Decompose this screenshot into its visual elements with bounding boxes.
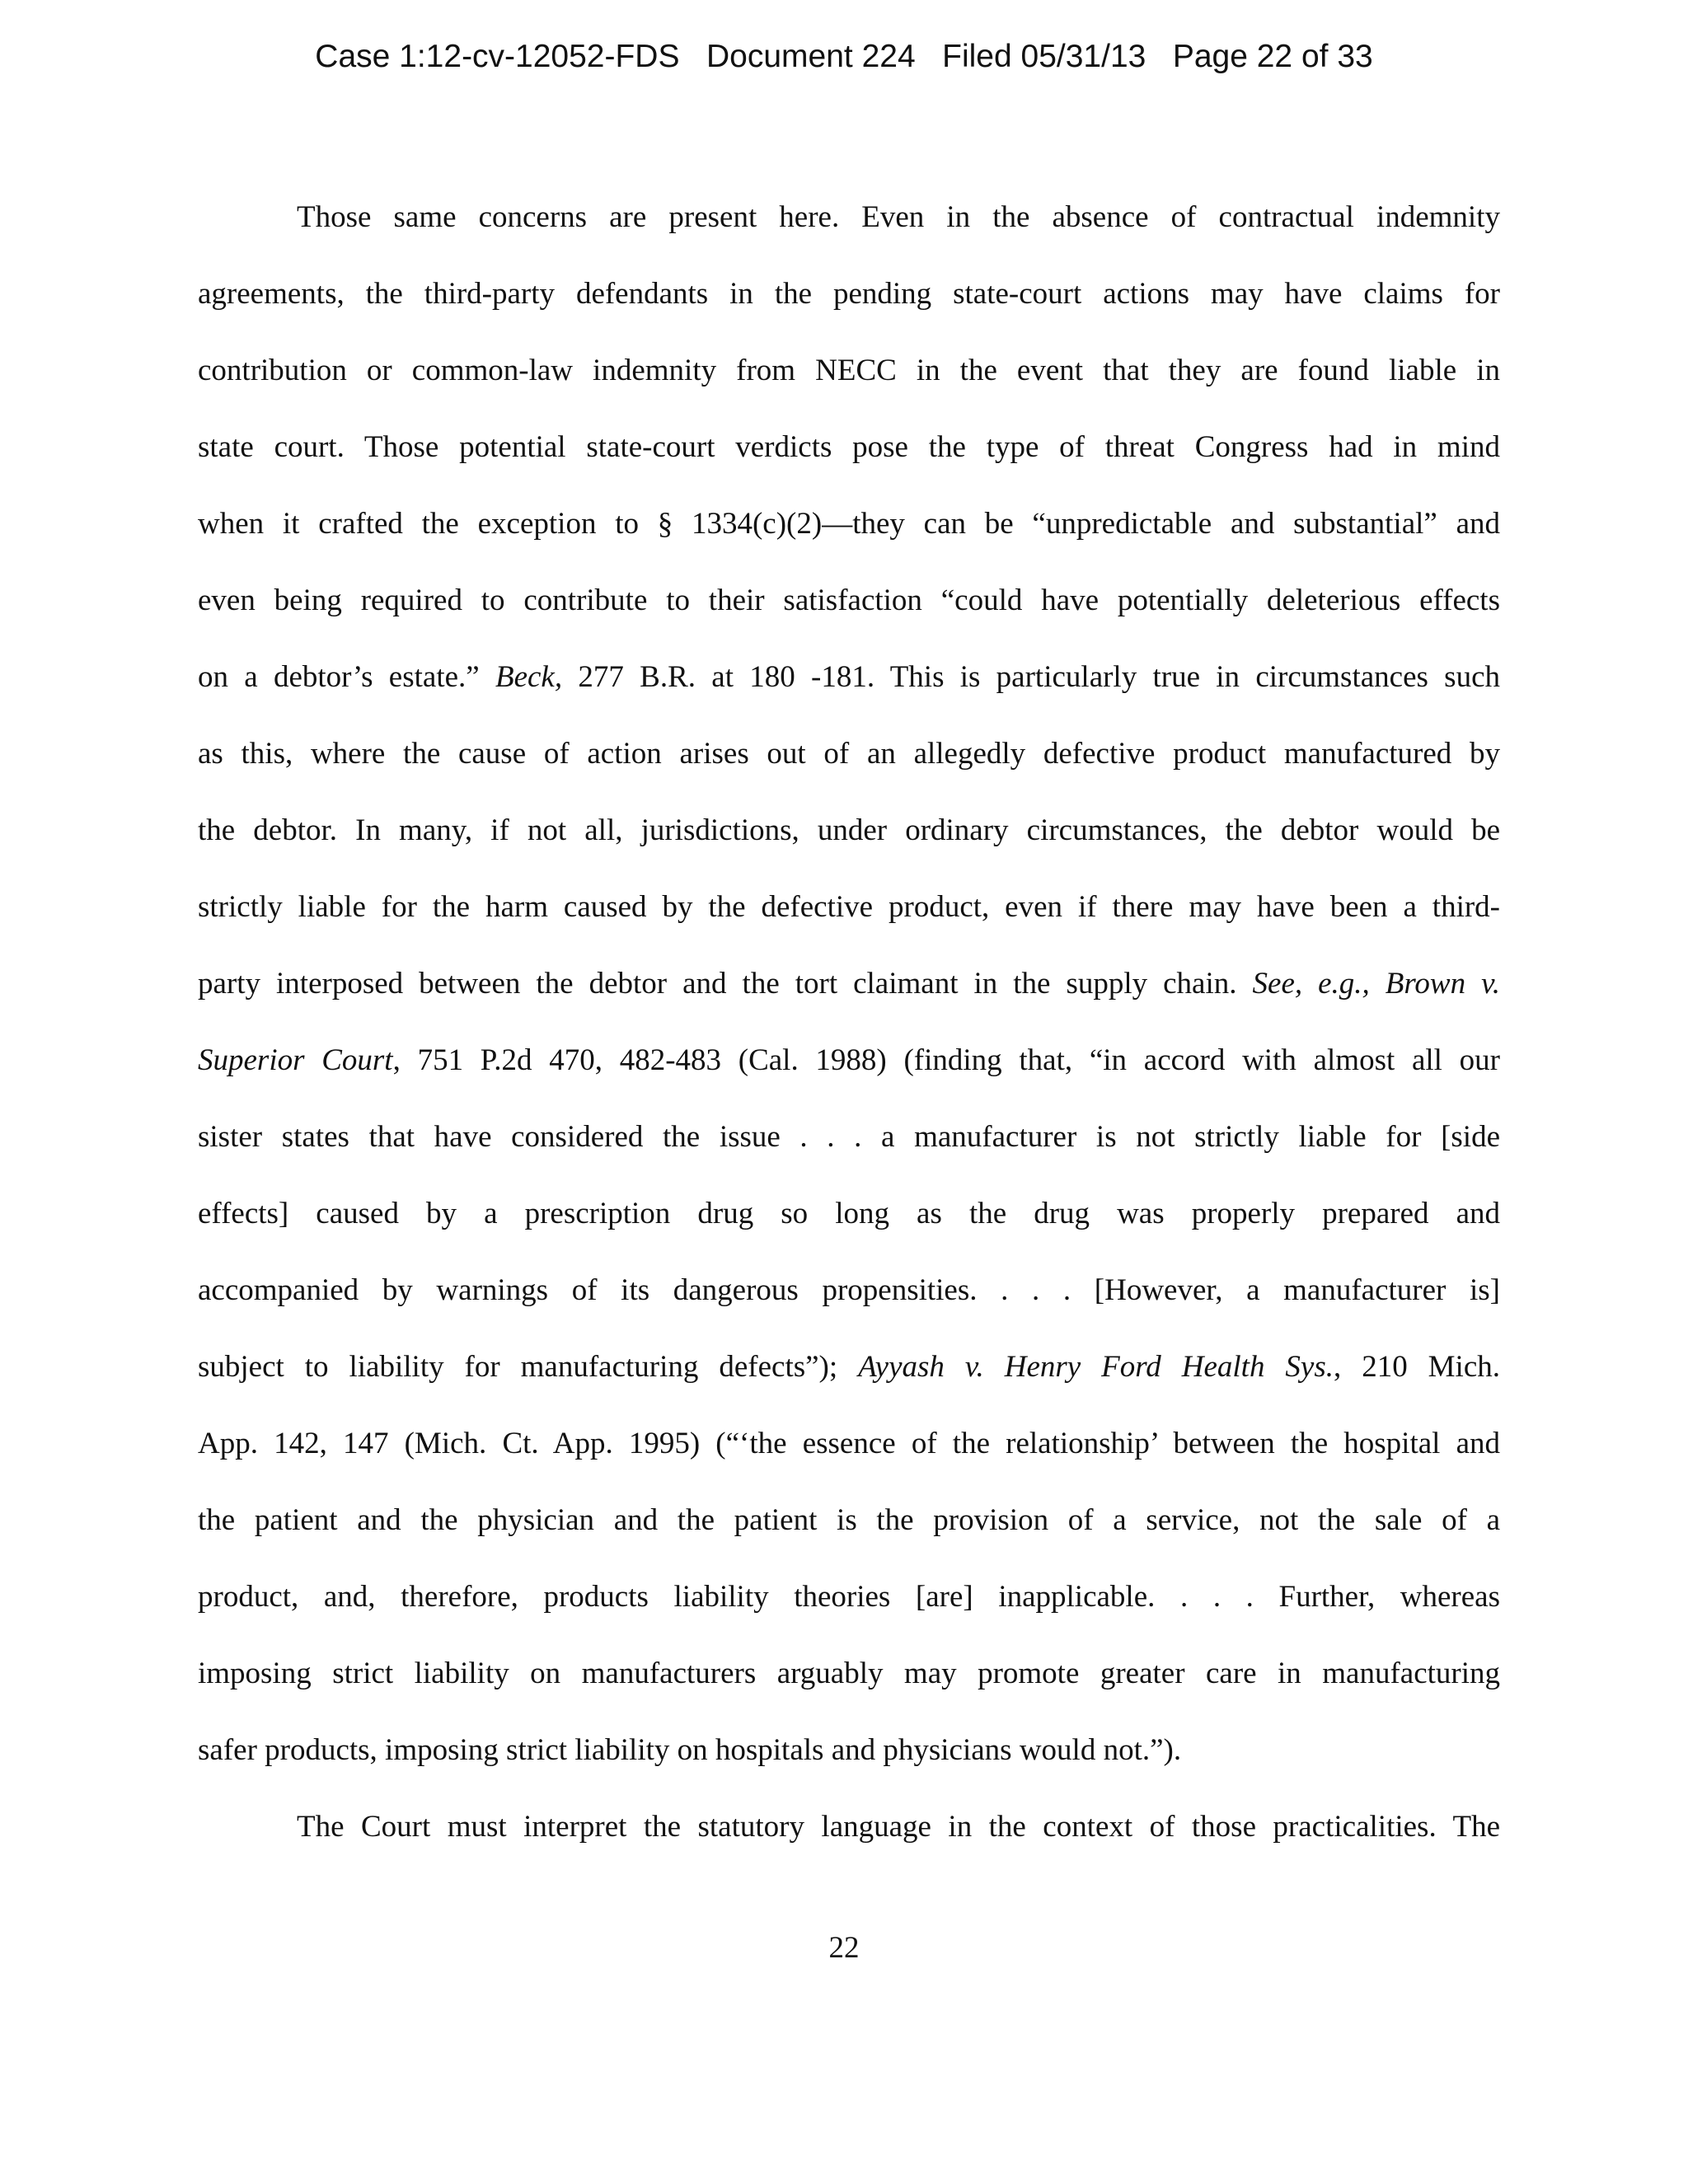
- text-segment: The Court must interpret the statutory language in the context of those practicalities. The: [297, 1810, 1500, 1844]
- text-line: [198, 344, 1500, 421]
- text-segment: subject to liability for manufacturing defects”);: [198, 1350, 859, 1384]
- text-line: [198, 1341, 1500, 1418]
- text-segment: , 210 Mich.: [1333, 1350, 1500, 1384]
- text-line: [198, 1801, 1500, 1877]
- italic-citation: Beck,: [495, 660, 563, 694]
- text-segment: App. 142, 147 (Mich. Ct. App. 1995) (“‘the essence of the relationship’ between the hospital and: [198, 1427, 1500, 1460]
- text-line: [198, 1264, 1500, 1341]
- text-segment: strictly liable for the harm caused by the defective product, even if there may have been a third-: [198, 890, 1500, 924]
- italic-citation: Superior Court: [198, 1043, 393, 1077]
- text-line: [198, 958, 1500, 1034]
- text-segment: imposing strict liability on manufacturers arguably may promote greater care in manufacturing: [198, 1657, 1500, 1690]
- text-segment: product, and, therefore, products liability theories [are] inapplicable. . . . Further, whereas: [198, 1580, 1500, 1614]
- text-line: [198, 1188, 1500, 1264]
- text-segment: party interposed between the debtor and the tort claimant in the supply chain.: [198, 967, 1253, 1001]
- text-segment: when it crafted the exception to § 1334(c)(2)—they can be “unpredictable and substantial” and: [198, 507, 1500, 541]
- text-line: [198, 1494, 1500, 1571]
- paragraph: [198, 1801, 1500, 1877]
- text-line: [198, 191, 1500, 268]
- text-segment: effects] caused by a prescription drug so long as the drug was properly prepared and: [198, 1197, 1500, 1230]
- text-line: [198, 1571, 1500, 1647]
- text-line: [198, 1034, 1500, 1111]
- text-segment: the patient and the physician and the patient is the provision of a service, not the sale of a: [198, 1503, 1500, 1537]
- text-line: [198, 881, 1500, 958]
- text-segment: , 751 P.2d 470, 482-483 (Cal. 1988) (finding that, “in accord with almost all our: [392, 1043, 1501, 1077]
- text-segment: accompanied by warnings of its dangerous propensities. . . . [However, a manufacturer is]: [198, 1273, 1500, 1307]
- italic-citation: Ayyash v. Henry Ford Health Sys.: [858, 1350, 1334, 1384]
- text-line: [198, 1418, 1500, 1494]
- text-line: [198, 421, 1500, 498]
- text-line: [198, 498, 1500, 574]
- italic-citation: See, e.g., Brown v.: [1252, 967, 1500, 1001]
- text-line: [198, 1647, 1500, 1724]
- text-segment: agreements, the third-party defendants in the pending state-court actions may have claims for: [198, 277, 1500, 311]
- text-segment: Those same concerns are present here. Even in the absence of contractual indemnity: [297, 200, 1500, 234]
- text-segment: safer products, imposing strict liability on hospitals and physicians would not.”).: [198, 1733, 1182, 1767]
- text-line: [198, 268, 1500, 344]
- paragraph: [198, 191, 1500, 1801]
- text-segment: the debtor. In many, if not all, jurisdictions, under ordinary circumstances, the debtor would be: [198, 813, 1500, 847]
- text-line: [198, 728, 1500, 804]
- body-text: [198, 191, 1500, 1877]
- text-line: [198, 574, 1500, 651]
- text-segment: sister states that have considered the issue . . . a manufacturer is not strictly liable for [side: [198, 1120, 1500, 1154]
- text-line: [198, 804, 1500, 881]
- text-segment: even being required to contribute to their satisfaction “could have potentially deleterious effects: [198, 583, 1500, 617]
- case-header: Case 1:12-cv-12052-FDS Document 224 Filed 05/31/13 Page 22 of 33: [315, 39, 1373, 74]
- page-number: 22: [828, 1931, 860, 1965]
- text-line: [198, 651, 1500, 728]
- text-segment: as this, where the cause of action arises out of an allegedly defective product manufactured by: [198, 737, 1500, 771]
- text-line: [198, 1724, 1500, 1801]
- text-segment: contribution or common-law indemnity from NECC in the event that they are found liable in: [198, 354, 1500, 387]
- text-segment: on a debtor’s estate.”: [198, 660, 495, 694]
- text-line: [198, 1111, 1500, 1188]
- text-segment: state court. Those potential state-court verdicts pose the type of threat Congress had in mind: [198, 430, 1500, 464]
- text-segment: 277 B.R. at 180 -181. This is particularly true in circumstances such: [562, 660, 1500, 694]
